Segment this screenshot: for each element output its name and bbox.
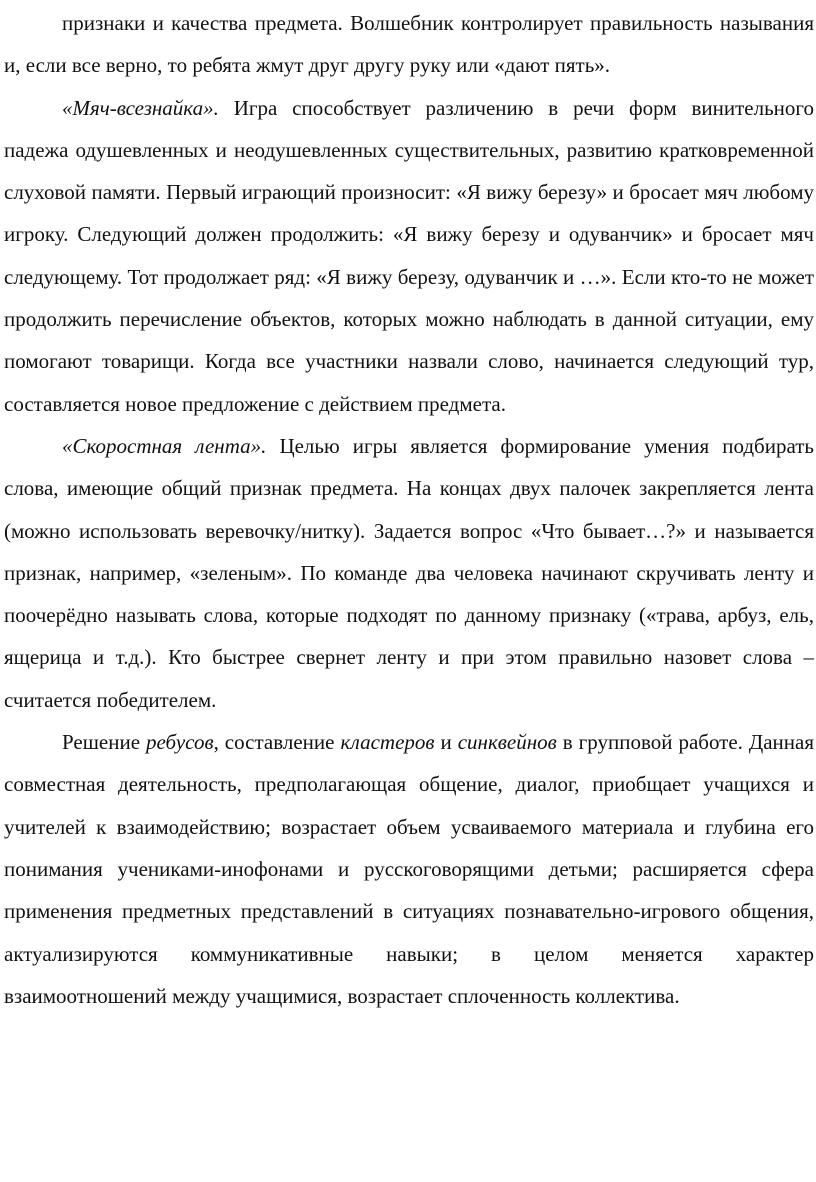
term-clusters: кластеров (340, 730, 435, 755)
game-title-ribbon: «Скоростная лента». (62, 433, 267, 458)
paragraph-text: и (434, 730, 458, 755)
paragraph-wizard-continuation (4, 2, 814, 87)
paragraph-group-work (4, 721, 814, 1017)
paragraph-text: , составление (213, 730, 341, 755)
paragraph-text: Целью игры является формирование умения подбирать слова, имеющие общий признак предмета. На концах двух палочек закрепляется лента (можно использовать веревочку/нитку). Задается вопрос «Что бывает…?» и называется признак, например, «зеленым». По команде два человека начинают скручивать ленту и поочерёдно называть слова, которые подходят по данному признаку («трава, арбуз, ель, ящерица и т.д.). Кто быстрее свернет ленту и при этом правильно назовет слова – считается победителем. (4, 433, 814, 712)
paragraph-text: признаки и качества предмета. Волшебник контролирует правильность называния и, если все верно, то ребята жмут друг другу руку или «дают пять». (4, 11, 814, 78)
paragraph-text: Решение (62, 730, 146, 755)
term-cinquains: синквейнов (457, 730, 557, 755)
paragraph-ribbon-game (4, 425, 814, 721)
term-rebuses: ребусов (146, 730, 214, 755)
paragraph-ball-game (4, 87, 814, 425)
paragraph-text: Игра способствует различению в речи форм винительного падежа одушевленных и неодушевленных существительных, развитию кратковременной слуховой памяти. Первый играющий произносит: «Я вижу березу» и бросает мяч любому игроку. Следующий должен продолжить: «Я вижу березу и одуванчик» и бросает мяч следующему. Тот продолжает ряд: «Я вижу березу, одуванчик и …». Если кто-то не может продолжить перечисление объектов, которых можно наблюдать в данной ситуации, ему помогают товарищи. Когда все участники назвали слово, начинается следующий тур, составляется новое предложение с действием предмета. (4, 95, 814, 416)
game-title-ball: «Мяч-всезнайка». (62, 95, 219, 120)
paragraph-text: в групповой работе. Данная совместная деятельность, предполагающая общение, диалог, приобщает учащихся и учителей к взаимодействию; возрастает объем усваиваемого материала и глубина его понимания учениками-инофонами и русскоговорящими детьми; расширяется сфера применения предметных представлений в ситуациях познавательно-игрового общения, актуализируются коммуникативные навыки; в целом меняется характер взаимоотношений между учащимися, возрастает сплоченность коллектива. (4, 730, 815, 1008)
